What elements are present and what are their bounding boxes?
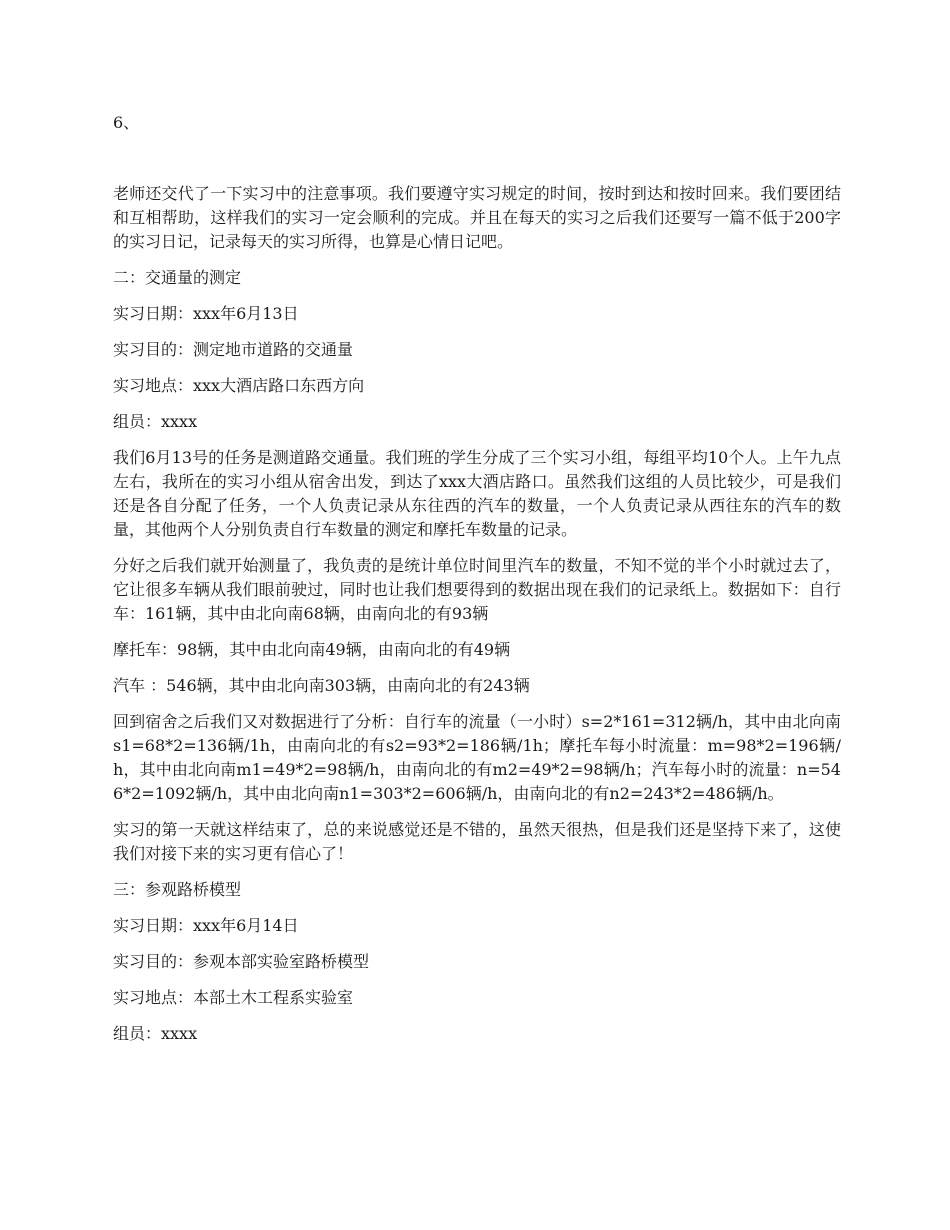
practice-location: 实习地点：xxx大酒店路口东西方向 [113, 376, 365, 395]
section-number: 6、 [113, 113, 140, 132]
section-heading-bridge: 三：参观路桥模型 [113, 880, 242, 899]
practice-location-2: 实习地点：本部土木工程系实验室 [113, 988, 354, 1007]
paragraph-task: 我们6月13号的任务是测道路交通量。我们班的学生分成了三个实习小组，每组平均10个人。上午九点左右，我所在的实习小组从宿舍出发，到达了xxx大酒店路口。虽然我们这组的人员比较少，可是我们还是各自分配了任务，一个人负责记录从东往西的汽车的数量，一个人负责记录从西往东的汽车的数量，其他两个人分别负责自行车数量的测定和摩托车数量的记录。 [113, 448, 841, 539]
practice-purpose-2: 实习目的：参观本部实验室路桥模型 [113, 952, 370, 971]
group-members: 组员：xxxx [113, 412, 198, 431]
paragraph-notice: 老师还交代了一下实习中的注意事项。我们要遵守实习规定的时间，按时到达和按时回来。我们要团结和互相帮助，这样我们的实习一定会顺利的完成。并且在每天的实习之后我们还要写一篇不低于200字的实习日记，记录每天的实习所得，也算是心情日记吧。 [113, 184, 841, 251]
section-heading-traffic: 二：交通量的测定 [113, 268, 242, 287]
paragraph-summary: 实习的第一天就这样结束了，总的来说感觉还是不错的，虽然天很热，但是我们还是坚持下来了，这使我们对接下来的实习更有信心了！ [113, 820, 841, 863]
practice-date-2: 实习日期：xxx年6月14日 [113, 916, 299, 935]
car-data: 汽车 ：546辆，其中由北向南303辆，由南向北的有243辆 [113, 676, 530, 695]
group-members-2: 组员：xxxx [113, 1024, 198, 1043]
document-page [113, 111, 841, 1058]
paragraph-analysis: 回到宿舍之后我们又对数据进行了分析：自行车的流量（一小时）s=2*161=312辆/h，其中由北向南s1=68*2=136辆/1h，由南向北的有s2=93*2=186辆/1h；摩托车每小时流量：m=98*2=196辆/h，其中由北向南m1=49*2=98辆/h，由南向北的有m2=49*2=98辆/h；汽车每小时的流量：n=546*2=1092辆/h，其中由北向南n1=303*2=606辆/h，由南向北的有n2=243*2=486辆/h。 [113, 712, 841, 803]
practice-purpose: 实习目的：测定地市道路的交通量 [113, 340, 354, 359]
motorcycle-data: 摩托车：98辆，其中由北向南49辆，由南向北的有49辆 [113, 640, 511, 659]
practice-date: 实习日期：xxx年6月13日 [113, 304, 299, 323]
paragraph-measurement: 分好之后我们就开始测量了，我负责的是统计单位时间里汽车的数量，不知不觉的半个小时就过去了，它让很多车辆从我们眼前驶过，同时也让我们想要得到的数据出现在我们的记录纸上。数据如下：自行车：161辆，其中由北向南68辆，由南向北的有93辆 [113, 556, 841, 623]
